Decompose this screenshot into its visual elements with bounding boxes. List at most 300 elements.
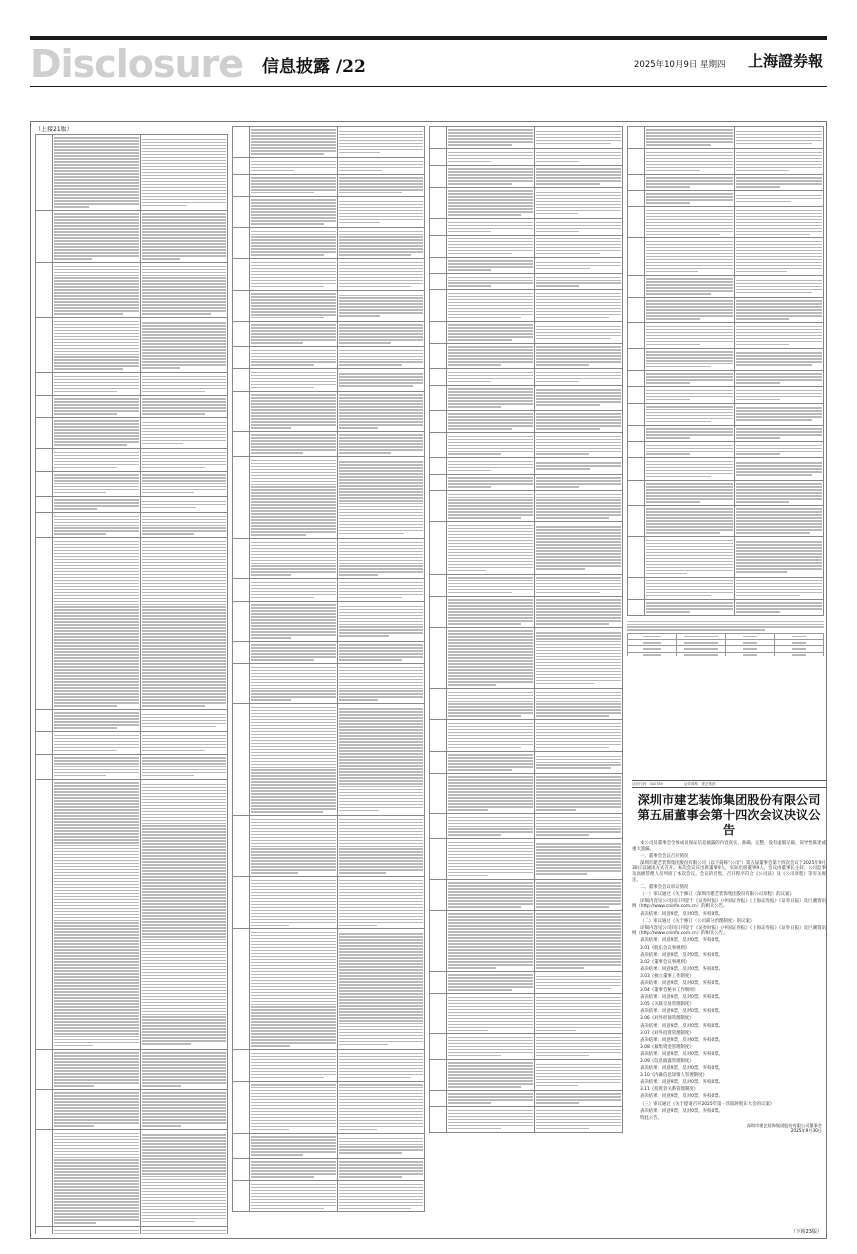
- table-row: [233, 704, 425, 816]
- table-row: [36, 496, 228, 512]
- original-clause-cell: [53, 754, 141, 779]
- cell-text-lines: [448, 388, 533, 408]
- notice-heading-1: 一、董事会会议召开情况: [640, 853, 689, 859]
- regulation-item: 3.04《董事会秘书工作细则》: [640, 988, 699, 994]
- cell-text-lines: [54, 1133, 139, 1224]
- cell-text-lines: [646, 241, 733, 272]
- revised-clause-cell: [734, 599, 824, 615]
- cell-text-lines: [448, 238, 533, 255]
- table-row: [430, 491, 623, 522]
- original-clause-cell: [447, 773, 535, 813]
- cell-text-lines: [339, 131, 424, 153]
- cell-text-lines: [646, 193, 733, 204]
- original-clause-cell: [645, 174, 735, 190]
- revised-clause-cell: [337, 369, 425, 391]
- cell-text-lines: [736, 428, 823, 439]
- revised-clause-cell: [535, 127, 623, 149]
- original-clause-cell: [645, 149, 735, 174]
- original-clause-cell: [250, 127, 338, 158]
- row-number-cell: [628, 425, 645, 441]
- original-clause-cell: [250, 929, 338, 1050]
- table-row: [430, 149, 623, 165]
- cell-text-lines: [54, 541, 139, 707]
- row-number-cell: [628, 458, 645, 480]
- notice-paragraph: 表决结果：同意9票，反对0票，弃权0票。: [640, 911, 724, 917]
- table-row: [430, 971, 623, 993]
- cell-text-lines: [142, 541, 227, 707]
- vote-result: 表决结果：同意9票，反对0票，弃权0票。: [640, 1009, 724, 1015]
- revised-clause-cell: [734, 149, 824, 174]
- cell-text-lines: [251, 177, 336, 194]
- cell-text-lines: [448, 1110, 533, 1130]
- original-clause-cell: [250, 704, 338, 816]
- cell-text-lines: [646, 177, 733, 188]
- table-note-lines: [627, 621, 824, 632]
- original-clause-cell: [645, 190, 735, 206]
- revised-clause-cell: [140, 211, 228, 263]
- original-clause-cell: [53, 779, 141, 1049]
- revised-clause-cell: [140, 1049, 228, 1089]
- original-clause-cell: [447, 149, 535, 165]
- cell-text-lines: [448, 168, 533, 185]
- revised-clause-cell: [337, 929, 425, 1050]
- row-number-cell: [233, 877, 250, 929]
- revised-clause-cell: [337, 196, 425, 227]
- revised-clause-cell: [337, 1081, 425, 1133]
- cell-text-lines: [448, 913, 533, 968]
- table-row: [233, 431, 425, 456]
- revised-clause-cell: [734, 207, 824, 238]
- cell-text-lines: [339, 231, 424, 256]
- original-clause-cell: [645, 323, 735, 348]
- original-clause-cell: [645, 577, 735, 599]
- notice-intro: 本公司及董事会全体成员保证信息披露的内容真实、准确、完整，没有虚假记载、误导性陈述或重大遗漏。: [632, 841, 826, 852]
- cell-text-lines: [448, 1062, 533, 1087]
- original-clause-cell: [250, 539, 338, 579]
- original-clause-cell: [447, 369, 535, 385]
- revised-clause-cell: [337, 127, 425, 158]
- table-row: [430, 574, 623, 596]
- revised-clause-cell: [535, 879, 623, 910]
- table-row: [628, 298, 824, 323]
- cell-text-lines: [54, 474, 139, 494]
- revised-clause-cell: [535, 321, 623, 343]
- table-row: [233, 1133, 425, 1158]
- section-name: 信息披露: [262, 57, 330, 77]
- table-row: [430, 751, 623, 773]
- table-row: [233, 816, 425, 877]
- row-number-cell: [233, 158, 250, 174]
- list-cell: [775, 652, 824, 656]
- cell-text-lines: [448, 372, 533, 383]
- original-clause-cell: [250, 1050, 338, 1081]
- row-number-cell: [628, 190, 645, 206]
- regulation-item: 3.06《对外担保管理制度》: [640, 1016, 694, 1022]
- regulation-item: 3.02《董事会议事规则》: [640, 959, 690, 965]
- cell-text-lines: [142, 139, 227, 206]
- table-row: [430, 994, 623, 1034]
- row-number-cell: [430, 321, 447, 343]
- cell-text-lines: [736, 352, 823, 366]
- revised-clause-cell: [337, 579, 425, 601]
- cell-text-lines: [536, 882, 621, 907]
- cell-text-lines: [536, 776, 621, 810]
- cell-text-lines: [536, 494, 621, 519]
- table-row: [36, 754, 228, 779]
- cell-text-lines: [339, 461, 424, 534]
- revised-clause-cell: [535, 773, 623, 813]
- masthead: [30, 42, 827, 86]
- cell-text-lines: [646, 326, 733, 346]
- row-number-cell: [430, 458, 447, 474]
- cell-text-lines: [736, 407, 823, 421]
- notice-code-bar: [632, 780, 826, 788]
- table-row: [628, 652, 824, 656]
- column-1: [35, 126, 228, 1234]
- revised-clause-cell: [337, 601, 425, 641]
- table-row: [233, 601, 425, 641]
- original-clause-cell: [645, 480, 735, 505]
- cell-text-lines: [339, 161, 424, 172]
- vote-result: 表决结果：同意9票，反对0票，弃权0票。: [640, 952, 724, 958]
- cell-text-lines: [142, 376, 227, 393]
- cell-text-lines: [536, 1037, 621, 1057]
- column-4: [627, 126, 824, 656]
- table-row: [628, 506, 824, 537]
- original-clause-cell: [447, 1059, 535, 1090]
- original-clause-cell: [645, 458, 735, 480]
- notice-paragraph: 表决结果：同意9票，反对0票，弃权0票。: [640, 1108, 724, 1114]
- row-number-cell: [233, 664, 250, 704]
- cell-text-lines: [536, 389, 621, 406]
- revised-clause-cell: [535, 149, 623, 165]
- cell-text-lines: [448, 1093, 533, 1104]
- cell-text-lines: [448, 882, 533, 907]
- revised-clause-cell: [140, 538, 228, 710]
- cell-text-lines: [646, 461, 733, 478]
- vote-result: 表决结果：同意9票，反对0票，弃权0票。: [640, 1066, 724, 1072]
- revised-clause-cell: [535, 1034, 623, 1059]
- original-clause-cell: [645, 207, 735, 238]
- notice-meeting-title: 第五届董事会第十四次会议决议公告: [637, 808, 821, 837]
- notice-paragraph: （一）审议通过《关于修订〈深圳市建艺装饰集团股份有限公司章程〉的议案》: [640, 891, 794, 897]
- cell-text-lines: [142, 1052, 227, 1086]
- table-row: [36, 395, 228, 417]
- cell-text-lines: [54, 321, 139, 370]
- revised-clause-cell: [140, 471, 228, 496]
- cell-text-lines: [142, 516, 227, 536]
- revised-clause-cell: [337, 1158, 425, 1180]
- row-number-cell: [430, 344, 447, 369]
- revised-clause-cell: [140, 754, 228, 779]
- page-number: /22: [335, 57, 366, 77]
- table-row: [430, 321, 623, 343]
- revised-clause-cell: [535, 628, 623, 689]
- cell-text-lines: [448, 190, 533, 215]
- table-row: [628, 348, 824, 370]
- table-row: [430, 290, 623, 321]
- cell-text-lines: [736, 300, 823, 320]
- revised-clause-cell: [535, 1107, 623, 1132]
- regulation-item: 3.03《独立董事工作制度》: [640, 973, 694, 979]
- original-clause-cell: [645, 275, 735, 297]
- original-clause-cell: [250, 664, 338, 704]
- cell-text-lines: [646, 390, 733, 401]
- cell-text-lines: [142, 735, 227, 752]
- cell-text-lines: [54, 712, 139, 729]
- row-number-cell: [628, 442, 645, 458]
- cell-text-lines: [646, 602, 733, 613]
- cell-text-lines: [251, 293, 336, 318]
- original-clause-cell: [447, 910, 535, 971]
- row-number-cell: [628, 348, 645, 370]
- table-row: [233, 127, 425, 158]
- row-number-cell: [430, 165, 447, 187]
- table-row: [628, 207, 824, 238]
- row-number-cell: [233, 196, 250, 227]
- cell-text-lines: [142, 322, 227, 368]
- cell-text-lines: [339, 1084, 424, 1130]
- cell-text-lines: [448, 477, 533, 488]
- original-clause-cell: [53, 1090, 141, 1130]
- table-row: [36, 135, 228, 211]
- table-row: [628, 537, 824, 577]
- row-number-cell: [233, 579, 250, 601]
- table-row: [430, 628, 623, 689]
- revised-clause-cell: [140, 496, 228, 512]
- table-row: [628, 599, 824, 615]
- row-number-cell: [430, 127, 447, 149]
- cell-text-lines: [251, 231, 336, 256]
- table-row: [36, 373, 228, 395]
- row-number-cell: [430, 369, 447, 385]
- row-number-cell: [233, 816, 250, 877]
- cell-text-lines: [646, 373, 733, 384]
- revised-clause-cell: [337, 431, 425, 456]
- table-row: [430, 458, 623, 474]
- revised-clause-cell: [535, 522, 623, 574]
- cell-text-lines: [339, 1161, 424, 1178]
- row-number-cell: [233, 641, 250, 663]
- cell-text-lines: [339, 201, 424, 223]
- original-clause-cell: [250, 601, 338, 641]
- cell-text-lines: [339, 933, 424, 1045]
- row-number-cell: [430, 1091, 447, 1107]
- revised-clause-cell: [140, 373, 228, 395]
- revised-clause-cell: [734, 275, 824, 297]
- original-clause-cell: [447, 410, 535, 432]
- original-clause-cell: [447, 385, 535, 410]
- cell-text-lines: [339, 177, 424, 194]
- cell-text-lines: [54, 213, 139, 259]
- original-clause-cell: [250, 641, 338, 663]
- row-number-cell: [233, 1050, 250, 1081]
- original-clause-cell: [53, 471, 141, 496]
- row-number-cell: [430, 814, 447, 839]
- cell-text-lines: [536, 599, 621, 624]
- row-number-cell: [628, 275, 645, 297]
- cell-text-lines: [536, 997, 621, 1031]
- original-clause-cell: [447, 720, 535, 751]
- cell-text-lines: [448, 525, 533, 571]
- revised-clause-cell: [337, 174, 425, 196]
- revised-clause-cell: [337, 228, 425, 259]
- row-number-cell: [430, 689, 447, 720]
- original-clause-cell: [447, 971, 535, 993]
- cell-text-lines: [646, 483, 733, 503]
- revised-clause-cell: [734, 480, 824, 505]
- cell-text-lines: [448, 974, 533, 991]
- revised-clause-cell: [337, 457, 425, 539]
- original-clause-cell: [645, 387, 735, 403]
- cell-text-lines: [448, 997, 533, 1031]
- row-number-cell: [36, 754, 53, 779]
- revised-clause-cell: [535, 165, 623, 187]
- regulation-list-table: [627, 633, 824, 656]
- table-row: [36, 513, 228, 538]
- row-number-cell: [36, 1090, 53, 1130]
- cell-text-lines: [54, 398, 139, 415]
- cell-text-lines: [142, 757, 227, 777]
- cell-text-lines: [536, 152, 621, 163]
- cell-text-lines: [448, 776, 533, 810]
- cell-text-lines: [251, 394, 336, 428]
- original-clause-cell: [53, 496, 141, 512]
- vote-result: 表决结果：同意9票，反对0票，弃权0票。: [640, 966, 724, 972]
- vote-result: 表决结果：同意9票，反对0票，弃权0票。: [640, 995, 724, 1001]
- table-row: [430, 1107, 623, 1132]
- cell-text-lines: [536, 976, 621, 990]
- cell-text-lines: [448, 754, 533, 771]
- table-row: [430, 385, 623, 410]
- cell-text-lines: [736, 210, 823, 235]
- revised-clause-cell: [535, 410, 623, 432]
- table-row: [233, 259, 425, 290]
- cell-text-lines: [251, 199, 336, 224]
- cell-text-lines: [251, 161, 336, 172]
- notice-signer: 深圳市建艺装饰集团股份有限公司董事会: [746, 1122, 822, 1128]
- cell-text-lines: [646, 210, 733, 235]
- notice-paragraph: 详细内容见公司同日刊登于《证券时报》《中国证券报》《上海证券报》《证券日报》及巨潮资讯网（http://www.cninfo.com.cn）的相关公告。: [632, 898, 826, 910]
- cell-text-lines: [142, 784, 227, 1045]
- vote-result: 表决结果：同意9票，反对0票，弃权0票。: [640, 1051, 724, 1057]
- row-number-cell: [628, 537, 645, 577]
- vote-result: 表决结果：同意9票，反对0票，弃权0票。: [640, 1080, 724, 1086]
- table-row: [628, 458, 824, 480]
- cell-text-lines: [536, 262, 621, 270]
- cell-text-lines: [536, 477, 621, 488]
- regulation-item: 3.09《信息披露管理制度》: [640, 1059, 694, 1064]
- table-row: [36, 538, 228, 710]
- original-clause-cell: [250, 259, 338, 290]
- row-number-cell: [233, 704, 250, 816]
- cell-text-lines: [736, 508, 823, 533]
- cell-text-lines: [448, 277, 533, 288]
- original-clause-cell: [645, 506, 735, 537]
- cell-text-lines: [736, 483, 823, 503]
- cell-text-lines: [736, 152, 823, 172]
- cell-text-lines: [536, 526, 621, 569]
- row-number-cell: [430, 596, 447, 627]
- table-row: [233, 1181, 425, 1212]
- original-clause-cell: [447, 1034, 535, 1059]
- revised-clause-cell: [535, 385, 623, 410]
- table-row: [233, 664, 425, 704]
- column-2: [232, 126, 425, 1234]
- original-clause-cell: [447, 879, 535, 910]
- original-clause-cell: [53, 373, 141, 395]
- cell-text-lines: [339, 1053, 424, 1078]
- cell-text-lines: [536, 462, 621, 470]
- row-number-cell: [233, 290, 250, 321]
- cell-text-lines: [251, 604, 336, 638]
- row-number-cell: [430, 410, 447, 432]
- table-row: [233, 174, 425, 196]
- cell-text-lines: [646, 351, 733, 368]
- table-row: [628, 425, 824, 441]
- cell-text-lines: [448, 436, 533, 456]
- table-row: [430, 839, 623, 879]
- original-clause-cell: [53, 732, 141, 754]
- original-clause-cell: [250, 347, 338, 369]
- row-number-cell: [233, 391, 250, 431]
- cell-text-lines: [646, 508, 733, 533]
- cell-text-lines: [646, 278, 733, 295]
- table-row: [430, 720, 623, 751]
- original-clause-cell: [250, 816, 338, 877]
- revised-clause-cell: [535, 689, 623, 720]
- table-row: [233, 158, 425, 174]
- comparison-table-1: [35, 134, 228, 1234]
- table-row: [36, 1227, 228, 1234]
- original-clause-cell: [250, 457, 338, 539]
- original-clause-cell: [53, 449, 141, 471]
- comparison-table-2: [232, 126, 425, 1212]
- table-row: [430, 410, 623, 432]
- cell-text-lines: [251, 1161, 336, 1178]
- revised-clause-cell: [337, 259, 425, 290]
- cell-text-lines: [736, 390, 823, 401]
- cell-text-lines: [142, 452, 227, 469]
- row-number-cell: [628, 403, 645, 425]
- revised-clause-cell: [140, 418, 228, 449]
- revised-clause-cell: [734, 577, 824, 599]
- row-number-cell: [36, 709, 53, 731]
- stock-code: 证券代码：002789: [632, 782, 663, 786]
- revised-clause-cell: [535, 814, 623, 839]
- cell-text-lines: [339, 667, 424, 701]
- comparison-table-4: [627, 126, 824, 616]
- original-clause-cell: [447, 344, 535, 369]
- row-number-cell: [233, 1081, 250, 1133]
- cell-text-lines: [646, 129, 733, 146]
- regulation-item: 3.10《内幕信息知情人管理制度》: [640, 1073, 707, 1079]
- cell-text-lines: [536, 222, 621, 233]
- row-number-cell: [628, 298, 645, 323]
- original-clause-cell: [53, 418, 141, 449]
- row-number-cell: [36, 449, 53, 471]
- table-row: [233, 1081, 425, 1133]
- revised-clause-cell: [535, 910, 623, 971]
- revised-clause-cell: [140, 263, 228, 318]
- row-number-cell: [36, 211, 53, 263]
- original-clause-cell: [645, 127, 735, 149]
- row-number-cell: [233, 539, 250, 579]
- table-row: [430, 910, 623, 971]
- row-number-cell: [36, 135, 53, 211]
- revised-clause-cell: [734, 298, 824, 323]
- revised-clause-cell: [140, 513, 228, 538]
